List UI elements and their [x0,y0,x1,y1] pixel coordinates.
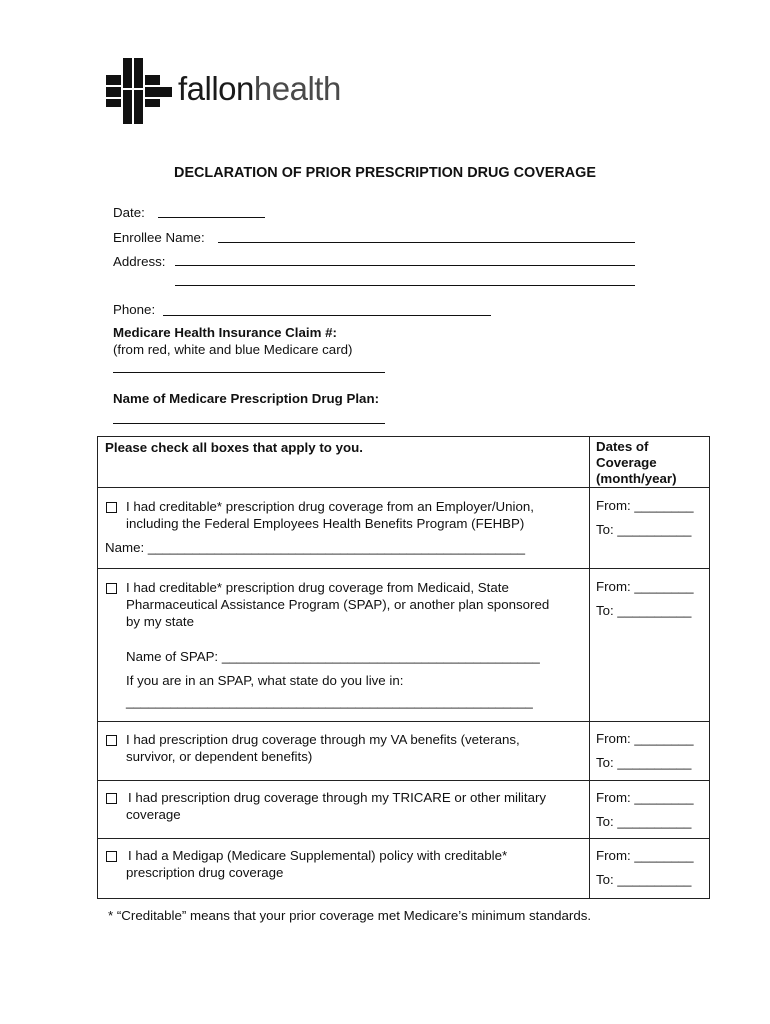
row-medicaid-line1: I had creditable* prescription drug coverage from Medicaid, State [126,580,509,595]
row-medicaid-line3: by my state [126,614,194,629]
row-va-line2: survivor, or dependent benefits) [126,749,313,764]
medigap-from-field[interactable]: From: ________ [596,848,694,863]
row-tricare-line1: I had prescription drug coverage through my TRICARE or other military [128,790,547,805]
coverage-table [97,436,710,899]
drug-plan-field[interactable] [113,423,385,424]
employer-name-field[interactable]: Name: ___________________________________________________ [105,540,526,555]
fallon-health-logo-icon [106,58,172,124]
row-medigap-line1: I had a Medigap (Medicare Supplemental) policy with creditable* [128,848,508,863]
logo-wordmark [178,70,341,108]
row-tricare-line2: coverage [126,807,181,822]
medicare-claim-field[interactable] [113,372,385,373]
table-header-row [98,437,710,488]
header-dates-line3: (month/year) [596,471,677,486]
address-field-line1[interactable] [175,265,635,266]
logo-text-fallon: fallon [178,70,254,107]
medigap-checkbox[interactable] [106,851,117,862]
address-field-line2[interactable] [175,285,635,286]
medicaid-spap-checkbox[interactable] [106,583,117,594]
row-va-line1: I had prescription drug coverage through my VA benefits (veterans, [126,732,520,747]
spap-state-field[interactable]: _______________________________________________________ [126,694,533,709]
va-to-field[interactable]: To: __________ [596,755,692,770]
address-label: Address: [113,254,166,269]
table-row [98,488,710,569]
table-row [98,569,710,722]
row-medigap-line2: prescription drug coverage [126,865,284,880]
medicaid-to-field[interactable]: To: __________ [596,603,692,618]
medicare-claim-note: (from red, white and blue Medicare card) [113,342,353,357]
form-title: DECLARATION OF PRIOR PRESCRIPTION DRUG COVERAGE [174,165,596,181]
medicaid-from-field[interactable]: From: ________ [596,579,694,594]
employer-from-field[interactable]: From: ________ [596,498,694,513]
date-field[interactable] [158,217,265,218]
table-row [98,722,710,781]
row-employer-line2: including the Federal Employees Health Benefits Program (FEHBP) [126,516,525,531]
row-medicaid-line2: Pharmaceutical Assistance Program (SPAP), or another plan sponsored [126,597,550,612]
medicare-claim-label: Medicare Health Insurance Claim #: [113,325,337,340]
employer-to-field[interactable]: To: __________ [596,522,692,537]
table-header-dates [596,439,677,487]
employer-union-checkbox[interactable] [106,502,117,513]
enrollee-name-field[interactable] [218,242,635,243]
row-employer-line1: I had creditable* prescription drug coverage from an Employer/Union, [126,499,534,514]
phone-label: Phone: [113,302,156,317]
phone-field[interactable] [163,315,491,316]
table-row [98,781,710,839]
tricare-to-field[interactable]: To: __________ [596,814,692,829]
drug-plan-label: Name of Medicare Prescription Drug Plan: [113,391,380,406]
date-label: Date: [113,205,145,220]
logo-text-health: health [253,70,341,107]
creditable-footnote: * “Creditable” means that your prior coverage met Medicare’s minimum standards. [108,908,592,923]
va-from-field[interactable]: From: ________ [596,731,694,746]
table-row [98,839,710,899]
va-benefits-checkbox[interactable] [106,735,117,746]
spap-name-field[interactable]: Name of SPAP: ___________________________________________ [126,649,540,664]
header-dates-line1: Dates of [596,439,649,454]
tricare-from-field[interactable]: From: ________ [596,790,694,805]
spap-state-label: If you are in an SPAP, what state do you live in: [126,673,404,688]
medigap-to-field[interactable]: To: __________ [596,872,692,887]
enrollee-name-label: Enrollee Name: [113,230,205,245]
header-dates-line2: Coverage [596,455,657,470]
table-header-instructions: Please check all boxes that apply to you. [105,440,363,455]
tricare-checkbox[interactable] [106,793,117,804]
